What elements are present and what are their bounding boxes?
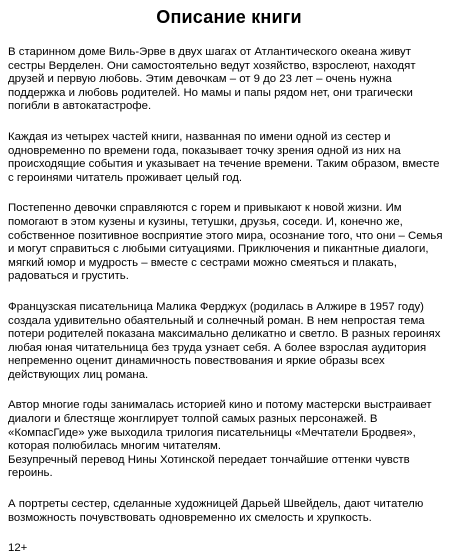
paragraph-1	[8, 46, 450, 114]
paragraph-line: В старинном доме Виль-Эрве в двух шагах от Атлантического океана живут	[8, 46, 411, 58]
paragraph-line: возможность почувствовать одновременно их смелость и хрупкость.	[8, 511, 372, 524]
paragraph-line: радоваться и грустить.	[8, 270, 129, 283]
paragraph-line: друзей и первую любовь. Этим девочкам – от 9 до 23 лет – очень нужна	[8, 73, 392, 86]
paragraph-7	[8, 498, 450, 525]
paragraph-3	[8, 202, 450, 284]
paragraph-4	[8, 301, 450, 383]
paragraph-line: с героинями читатель проживает целый год.	[8, 171, 243, 184]
age-rating: 12+	[8, 542, 28, 555]
paragraph-6	[8, 454, 450, 481]
paragraph-line: потери родителей показана максимально деликатно и светло. В разных героинях	[8, 328, 441, 341]
paragraph-2	[8, 131, 450, 185]
paragraph-line: которая полюбилась многим читателям.	[8, 440, 222, 453]
paragraph-line: одновременно по времени года, показывает точку зрения одной из них на	[8, 144, 401, 157]
paragraph-line: диалоги и блестяще жонглирует толпой самых разных персонажей. В	[8, 413, 378, 426]
paragraph-line: непременно оценит динамичность повествования и яркие образы всех	[8, 355, 385, 368]
paragraph-line: «КомпасГиде» уже выходила трилогия писательницы «Мечтатели Бродвея»,	[8, 426, 416, 439]
paragraph-line: А портреты сестер, сделанные художницей Дарьей Швейдель, дают читателю	[8, 498, 424, 511]
paragraph-line: происходящие события и указывает на течение времени. Таким образом, вместе	[8, 158, 440, 171]
paragraph-line: действующих лиц романа.	[8, 368, 149, 381]
paragraph-line: собственное позитивное восприятие этого мира, осознание того, что они – Семья	[8, 229, 443, 242]
paragraph-line: Автор многие годы занималась историей кино и потому мастерски выстраивает	[8, 399, 432, 412]
paragraph-line: мягкий юмор и мудрость – вместе с сестрами можно смеяться и плакать,	[8, 256, 397, 269]
description-body	[8, 46, 450, 556]
paragraph-line: Постепенно девочки справляются с горем и привыкают к новой жизни. Им	[8, 202, 402, 215]
paragraph-line: любая юная читательница без труда узнает себя. А более взрослая аудитория	[8, 341, 427, 354]
paragraph-line: помогают в этом кузены и кузины, тетушки, друзья, соседи. И, конечно же,	[8, 215, 403, 228]
paragraph-line: создала удивительно обаятельный и солнечный роман. В нем непростая тема	[8, 314, 425, 327]
paragraph-line: Каждая из четырех частей книги, названная по имени одной из сестер и	[8, 130, 391, 143]
page-title: Описание книги	[156, 7, 302, 27]
paragraph-line: Безупречный перевод Нины Хотинской передает тончайшие оттенки чувств	[8, 453, 410, 466]
paragraph-line: героинь.	[8, 467, 53, 480]
paragraph-line: погибли в автокатастрофе.	[8, 100, 152, 113]
paragraph-line: сестры Верделен. Они самостоятельно ведут хозяйство, взрослеют, находят	[8, 59, 416, 72]
paragraph-line: Французская писательница Малика Ферджух (родилась в Алжире в 1957 году)	[8, 300, 424, 313]
paragraph-line: и могут справиться с любыми ситуациями. Приключения и пикантные диалоги,	[8, 243, 429, 256]
paragraph-5	[8, 399, 450, 453]
paragraph-line: поддержка и любовь родителей. Но мамы и папы рядом нет, они трагически	[8, 86, 413, 99]
